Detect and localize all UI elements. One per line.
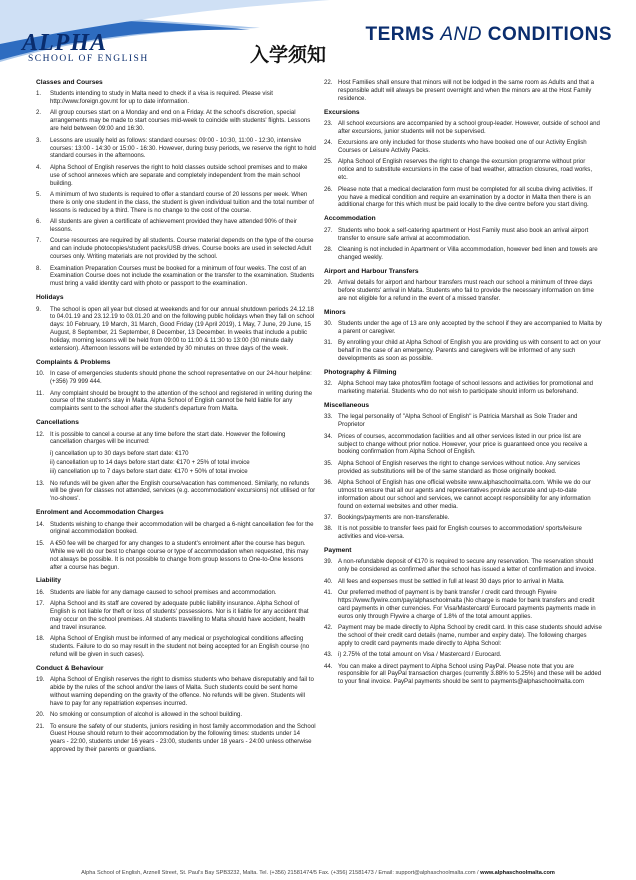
term-text: Students intending to study in Malta need to check if a visa is required. Please visit http://www.foreign.gov.mt for up to date information.	[50, 90, 273, 106]
term-item	[36, 237, 316, 261]
term-item	[324, 578, 602, 586]
page-title	[366, 24, 612, 46]
section-heading-classes: Classes and Courses	[36, 79, 103, 86]
term-text: Arrival details for airport and harbour transfers must reach our school a minimum of three days before students' arrival in Malta. Students who fail to provide the necessary information on time are not eligible for a refund in the event of a missed transfer.	[338, 278, 594, 302]
term-item	[36, 711, 316, 719]
term-text: Students wishing to change their accommodation will be charged a 6-night cancellation fee for the original accommodation booked.	[50, 520, 314, 536]
term-item	[324, 246, 602, 262]
term-number: 21.	[36, 722, 45, 730]
footer-website-link[interactable]: www.alphaschoolmalta.com	[480, 870, 555, 876]
term-number: 28.	[324, 245, 333, 253]
term-number: 38.	[324, 525, 333, 533]
term-item	[324, 624, 602, 648]
term-text: Alpha School of English reserves the right to hold classes outside school premises and to make use of school annexes which are separate and completely independent from the main school building.	[50, 163, 308, 187]
section-heading-payment: Payment	[324, 547, 352, 555]
term-number: 7.	[36, 237, 42, 245]
term-number: 25.	[324, 158, 333, 166]
section-heading-minors: Minors	[324, 308, 346, 316]
term-text: Lessons are usually held as follows: standard courses: 09:00 - 10:30, 11:00 - 12:30, intensive courses: 13:00 - 14:30 or 15:00 - 16:30. However, during busy periods, we reserve the right to hold standard courses in the afternoons.	[50, 136, 316, 160]
term-number: 26.	[324, 185, 333, 193]
term-text: All students are given a certificate of achievement provided they have attended 90% of their lessons.	[50, 218, 297, 234]
term-item	[324, 433, 602, 457]
section-heading-enrolment: Enrolment and Accommodation Charges	[36, 509, 164, 517]
cancellation-charge: ii) cancellation up to 14 days before start date: €170 + 25% of total invoice	[50, 458, 250, 466]
term-text: Alpha School and its staff are covered by adequate public liability insurance. Alpha School of English is not liable for theft or loss of students' possessions. Nor is it liable for any accident that may occur on the school premises. All students travelling to Malta should have accident, health and travel insurance.	[50, 600, 309, 631]
term-item	[324, 663, 602, 687]
term-number: 5.	[36, 190, 42, 198]
term-item	[324, 339, 602, 363]
term-item	[324, 460, 602, 476]
footer-contact: Alpha School of English, Arznell Street, St. Paul's Bay SPB3232, Malta. Tel. (+356) 21581474/5 Fax. (+356) 21581473 / Email: support@alphaschoolmalta.com /	[81, 870, 481, 876]
term-number: 18.	[36, 635, 45, 643]
footer	[0, 870, 636, 876]
term-text: To ensure the safety of our students, juniors residing in host family accommodation and the School Guest House should return to their accommodation by the following times: students under 14 years - 22:00, students under 16 years - 23:00, students under 18 years - 24:00 unless otherwise approved by their parents or guardians.	[50, 722, 316, 754]
cancellation-charge: i) cancellation up to 30 days before start date: €170	[50, 449, 189, 457]
term-number: 17.	[36, 600, 45, 608]
term-item	[36, 109, 316, 133]
term-text: The school is open all year but closed at weekends and for our annual shutdown periods 24.12.18 to 04.01.19 and 23.12.19 to 03.01.20 and on the following public holidays when they fall on school days: 10 February, 19 March, 31 March, Good Friday (19 April 2019), 1 May, 7 June, 29 June, 15 August, 8 September, 21 September, 8 December, 13 December. In weeks that include a public holiday, morning lessons will be held from 09:00 to 11:00 & 11:30 to 13:00 (30 minute daily extension). Afternoon lessons will be extended by 30 minutes on three days of the week.	[50, 305, 315, 353]
term-item	[324, 514, 602, 522]
term-item	[36, 390, 316, 414]
term-text: Alpha School of English reserves the right to change the excursion programme without prior notice and to substitute excursions in the case of bad weather, attraction closures, road works, etc.	[338, 158, 593, 182]
term-number: 20.	[36, 711, 45, 719]
term-text: Course resources are required by all students. Course material depends on the type of the course and can include photocopies/student packs/USB drives. Course books are used in selected Adult courses only. Writing materials are not provided by the school.	[50, 237, 314, 261]
term-item	[324, 525, 602, 541]
logo-name: ALPHA	[22, 30, 108, 56]
title-and: AND	[440, 24, 482, 45]
term-item	[324, 413, 602, 429]
term-item	[36, 635, 316, 659]
header	[0, 0, 636, 80]
term-item	[324, 279, 602, 303]
term-item	[324, 651, 602, 659]
term-text: Cleaning is not included in Apartment or Villa accommodation, however bed linen and towels are changed weekly.	[338, 245, 598, 261]
title-conditions: CONDITIONS	[487, 24, 612, 45]
term-number: 39.	[324, 558, 333, 566]
term-item	[36, 480, 316, 504]
term-number: 34.	[324, 432, 333, 440]
term-number: 16.	[36, 588, 45, 596]
term-number: 35.	[324, 459, 333, 467]
term-text: You can make a direct payment to Alpha School using PayPal. Please note that you are responsible for all PayPal transaction charges (currently 3.88% to 5.25%) and these will be added to your final invoice. PayPal payments should be sent to payments@alphaschoolmalta.com	[338, 662, 602, 686]
term-number: 8.	[36, 264, 42, 272]
term-text: By enrolling your child at Alpha School of English you are providing us with consent to act on your behalf in the case of an emergency. Parents and caregivers will be informed of any such developments as soon as possible.	[338, 339, 601, 363]
term-item	[36, 218, 316, 234]
term-item	[324, 186, 602, 210]
term-text: A non-refundable deposit of €170 is required to secure any reservation. The reservation should only be considered as confirmed after the school has issued a letter of confirmation and invoice.	[338, 558, 597, 574]
term-number: 14.	[36, 520, 45, 528]
term-number: 15.	[36, 539, 45, 547]
left-column	[36, 76, 316, 856]
section-heading-liability: Liability	[36, 577, 61, 585]
term-number: 33.	[324, 413, 333, 421]
term-item	[324, 320, 602, 336]
title-terms: TERMS	[365, 24, 435, 45]
term-text: Students under the age of 13 are only accepted by the school if they are accompanied to Malta by a parent or caregiver.	[338, 320, 602, 335]
term-number: 37.	[324, 514, 333, 522]
term-text: All fees and expenses must be settled in full at least 30 days prior to arrival in Malta.	[338, 577, 565, 585]
term-number: 10.	[36, 370, 45, 378]
term-text: Host Families shall ensure that minors will not be lodged in the same room as Adults and that a responsible adult will always be present overnight and when the minors are at the Host Family residence.	[338, 79, 595, 102]
term-text: Excursions are only included for those students who have booked one of our Activity English Courses or Leisure Activity Packs.	[338, 139, 587, 155]
terms-columns	[36, 76, 602, 856]
section-heading-conduct: Conduct & Behaviour	[36, 664, 104, 672]
term-number: 27.	[324, 226, 333, 234]
section-heading-complaints: Complaints & Problems	[36, 359, 111, 367]
section-heading-transfers: Airport and Harbour Transfers	[324, 267, 419, 275]
term-text: Alpha School of English must be informed of any medical or psychological conditions affecting students. Failure to do so may result in the student not being accepted for an English course (no refund will be given in such cases).	[50, 635, 310, 658]
term-number: 11.	[36, 389, 45, 397]
term-number: 41.	[324, 589, 333, 596]
logo	[22, 30, 149, 64]
term-text: Our preferred method of payment is by bank transfer / credit card through Flywire https://www.flywire.com/pay/alphaschoolmalta (No charge is made for bank transfers and credit card payments in other currencies. For Visa/Mastercard/ Eurocard payments payments made in euros only through Flywire a charge of 1.8% of the total amount applies.	[338, 589, 596, 620]
term-number: 40.	[324, 577, 333, 585]
term-text: Please note that a medical declaration form must be completed for all scuba diving activities. If you have a medical condition and require an examination by a doctor in Malta then there is an additional charge for this which must be paid locally to the dive centre before you start diving.	[338, 185, 593, 209]
term-number: 22.	[324, 79, 333, 86]
term-item	[36, 265, 316, 289]
term-text: It is not possible to transfer fees paid for English courses to accommodation/ sports/leisure activities and vice-versa.	[338, 525, 582, 541]
term-item	[324, 120, 602, 136]
term-item	[36, 306, 316, 354]
logo-subtitle: SCHOOL OF ENGLISH	[28, 54, 149, 64]
term-number: 44.	[324, 662, 333, 670]
term-item	[36, 676, 316, 708]
term-number: 23.	[324, 120, 333, 128]
term-text: Students are liable for any damage caused to school premises and accommodation.	[50, 588, 277, 596]
section-heading-photography: Photography & Filming	[324, 369, 397, 376]
term-item	[324, 479, 602, 511]
term-number: 31.	[324, 339, 333, 347]
term-item	[36, 521, 316, 537]
term-text: Payment may be made directly to Alpha School by credit card. In this case students should advise the school of their credit card details (name, number and expiry date). The following charges apply to credit card payments made directly to Alpha School:	[338, 624, 602, 647]
term-item	[36, 540, 316, 572]
term-number: 9.	[36, 305, 42, 313]
term-number: 19.	[36, 676, 45, 684]
section-heading-excursions: Excursions	[324, 108, 360, 116]
term-text: The legal personality of "Alpha School of English" is Patricia Marshall as Sole Trader and Proprietor	[338, 413, 578, 429]
term-text: Alpha School of English reserves the right to dismiss students who behave disreputably and fail to abide by the rules of the school and/or the laws of Malta. Such students could be sent home without warning depending on the gravity of the offence. No refunds will be given. Students will have to pay for any repatriation expenses incurred.	[50, 676, 314, 707]
term-text: i) 2.75% of the total amount on Visa / Mastercard / Eurocard.	[338, 651, 502, 659]
term-number: 30.	[324, 320, 333, 327]
term-text: Prices of courses, accommodation facilities and all other services listed in our price list are subject to change without prior notice. However, your price is guaranteed once you receive a booking confirmation from Alpha School of English.	[338, 432, 588, 456]
term-text: A €50 fee will be charged for any changes to a student's enrolment after the course has begun. While we will do our best to change course or type of accommodation when requested, this may not always be possible. It is not possible to change from group lessons to One-to-One lessons after a course has begun.	[50, 539, 309, 571]
term-text: Any complaint should be brought to the attention of the school and registered in writing during the course of the student's stay in Malta. Alpha School of English cannot be held liable for any complaints sent to the school after the student's departure from Malta.	[50, 389, 313, 413]
term-number: 2.	[36, 109, 42, 117]
term-text: Students who book a self-catering apartment or Host Family must also book an arrival airport transfer to ensure safe arrival at accommodation.	[338, 226, 589, 242]
term-number: 29.	[324, 278, 333, 286]
term-number: 36.	[324, 478, 333, 486]
term-item	[36, 600, 316, 632]
term-item	[36, 191, 316, 215]
term-text: It is possible to cancel a course at any time before the start date. However the following cancellation charges will be incurred:	[50, 430, 286, 446]
section-heading-cancellations: Cancellations	[36, 419, 79, 427]
term-text: A minimum of two students is required to offer a standard course of 20 lessons per week. When there is only one student in the class, the student is given individual tuition and the total number of lessons is reduced by a third. There is no change to the cost of the course.	[50, 190, 314, 214]
term-item	[324, 79, 602, 103]
term-item	[36, 137, 316, 161]
term-item	[36, 90, 316, 106]
term-item	[36, 164, 316, 188]
term-item	[324, 380, 602, 396]
term-text: In case of emergencies students should phone the school representative on our 24-hour helpline: (+356) 79 999 444.	[50, 370, 312, 386]
cancellation-charge: iii) cancellation up to 7 days before start date: €170 + 50% of total invoice	[50, 467, 248, 475]
term-text: Alpha School of English reserves the right to change services without notice. Any services provided as substitutions will be of the same standard as those originally booked.	[338, 459, 581, 475]
term-item	[324, 558, 602, 574]
term-item	[36, 589, 316, 597]
term-text: No refunds will be given after the English course/vacation has commenced. Similarly, no refunds will be given for classes not attended, services (e.g. accommodation/ excursions) not utilised or for 'no-shows'.	[50, 479, 316, 503]
chinese-title: 入学须知	[250, 44, 327, 66]
term-item	[324, 139, 602, 155]
term-text: Alpha School may take photos/film footage of school lessons and activities for promotional and marketing material. Students who do not wish to participate should inform us beforehand.	[338, 380, 594, 396]
term-text: Alpha School of English has one official website www.alphaschoolmalta.com. While we do our utmost to ensure that all our agents and representatives provide accurate and up-to-date information about our school and services, we cannot accept responsibility for any information found on external websites and other media.	[338, 478, 591, 510]
term-number: 12.	[36, 430, 45, 438]
term-number: 13.	[36, 479, 45, 487]
term-number: 4.	[36, 163, 42, 171]
term-item	[324, 158, 602, 182]
term-number: 1.	[36, 90, 42, 98]
term-number: 3.	[36, 136, 42, 144]
section-heading-holidays: Holidays	[36, 294, 64, 302]
section-heading-accommodation: Accommodation	[324, 215, 376, 223]
term-number: 42.	[324, 624, 333, 632]
right-column	[324, 76, 602, 856]
term-text: Bookings/payments are non-transferable.	[338, 514, 450, 522]
term-text: All group courses start on a Monday and end on a Friday. At the school's discretion, special arrangements may be made to start courses mid-week to coincide with students' flights. Lessons are held between 09:00 and 16:30.	[50, 109, 311, 133]
term-item	[324, 227, 602, 243]
term-text: All school excursions are accompanied by a school group-leader. However, outside of school and after excursions, junior students will not be supervised.	[338, 120, 600, 135]
section-heading-miscellaneous: Miscellaneous	[324, 402, 370, 410]
term-item	[36, 723, 316, 755]
term-item	[324, 589, 602, 621]
term-number: 24.	[324, 139, 333, 147]
term-item	[36, 370, 316, 386]
term-text: No smoking or consumption of alcohol is allowed in the school building.	[50, 711, 243, 719]
term-number: 32.	[324, 380, 333, 388]
term-number: 6.	[36, 218, 42, 226]
term-number: 43.	[324, 651, 333, 659]
term-item	[36, 431, 316, 447]
term-text: Examination Preparation Courses must be booked for a minimum of four weeks. The cost of an Examination Course does not include the examination or the transfer to the examination. Students must bring a valid identity card with photo or passport to the examination.	[50, 264, 315, 288]
